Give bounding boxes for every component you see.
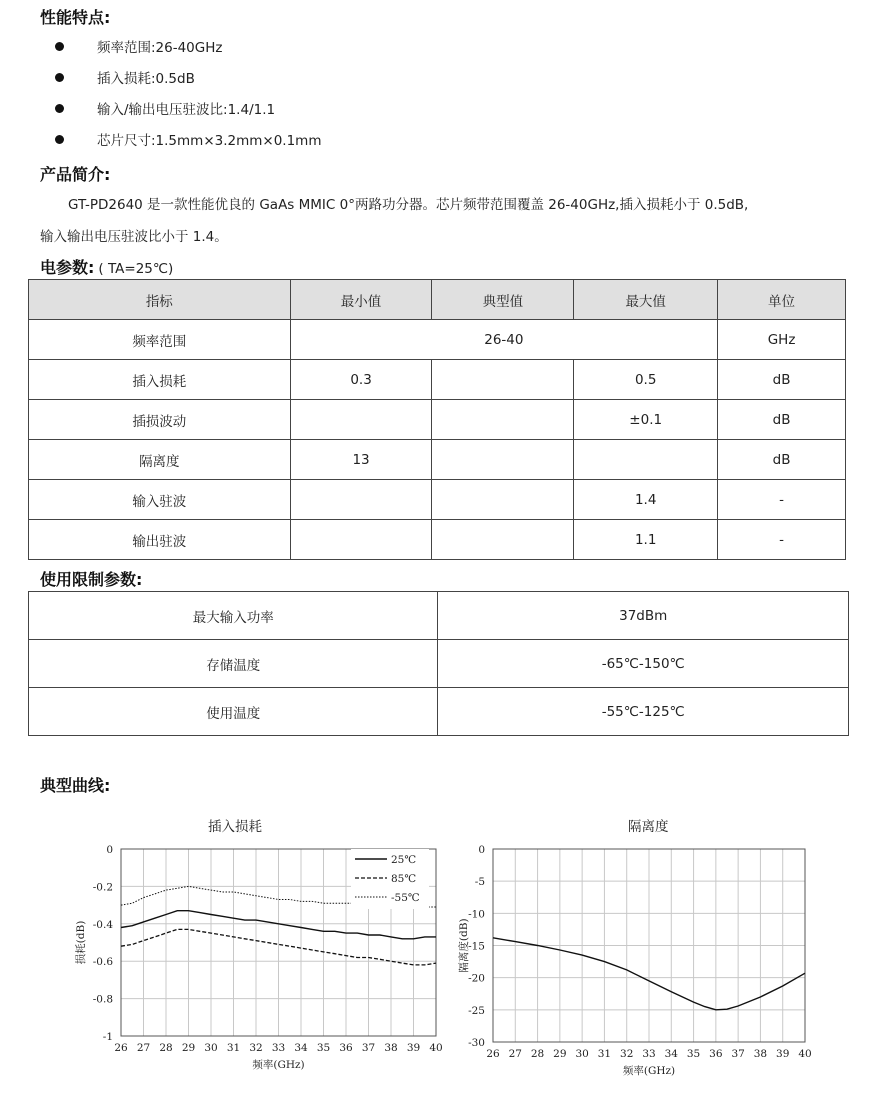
curves-title: 典型曲线: [40, 776, 111, 795]
limit-name: 存储温度 [29, 640, 438, 688]
x-tick-label: 40 [429, 1042, 443, 1054]
y-tick-label: -15 [468, 940, 485, 953]
param-name: 输入驻波 [29, 480, 291, 520]
x-tick-label: 38 [753, 1048, 768, 1060]
elec-condition: ( TA=25℃) [98, 261, 174, 277]
header-cell: 指标 [29, 280, 291, 320]
param-range: 26-40 [290, 320, 717, 360]
param-unit: dB [718, 360, 846, 400]
feature-item [55, 128, 321, 150]
param-typ [432, 400, 574, 440]
limits-title: 使用限制参数: [40, 570, 143, 589]
y-tick-label: -25 [468, 1004, 485, 1017]
table-row [29, 592, 849, 640]
y-tick-label: 0 [106, 844, 113, 856]
x-tick-label: 38 [384, 1042, 398, 1054]
limit-value: 37dBm [438, 592, 849, 640]
param-unit: dB [718, 400, 846, 440]
x-tick-label: 28 [530, 1048, 545, 1060]
x-tick-label: 33 [642, 1048, 656, 1060]
y-tick-label: 0 [478, 844, 485, 856]
y-tick-label: -10 [468, 908, 485, 921]
header-cell: 典型值 [432, 280, 574, 320]
elec-heading [40, 255, 173, 278]
param-max: 0.5 [574, 360, 718, 400]
table-row [29, 480, 846, 520]
x-tick-label: 36 [709, 1048, 723, 1060]
table-row [29, 520, 846, 560]
y-tick-label: -1 [102, 1031, 113, 1043]
table-header-row [29, 280, 846, 320]
x-tick-label: 31 [597, 1048, 612, 1060]
param-max: ±0.1 [574, 400, 718, 440]
param-name: 频率范围 [29, 320, 291, 360]
param-min [290, 520, 432, 560]
param-min [290, 400, 432, 440]
table-row [29, 360, 846, 400]
feature-text: 插入损耗:0.5dB [97, 71, 195, 87]
param-unit: dB [718, 440, 846, 480]
param-name: 隔离度 [29, 440, 291, 480]
x-tick-label: 36 [339, 1042, 353, 1054]
y-tick-label: -20 [468, 972, 485, 985]
y-tick-label: -0.6 [92, 956, 113, 969]
limit-value: -55℃-125℃ [438, 688, 849, 736]
param-typ [432, 480, 574, 520]
intro-line-2: 输入输出电压驻波比小于 1.4。 [40, 229, 228, 245]
param-typ [432, 520, 574, 560]
elec-title: 电参数: [40, 258, 95, 277]
header-cell: 最大值 [574, 280, 718, 320]
x-tick-label: 27 [508, 1048, 522, 1060]
x-tick-label: 29 [553, 1048, 567, 1060]
legend-label: -55℃ [391, 892, 420, 904]
feature-text: 频率范围:26-40GHz [97, 40, 223, 56]
x-tick-label: 40 [798, 1048, 812, 1060]
x-tick-label: 35 [316, 1042, 331, 1054]
y-tick-label: -0.4 [92, 918, 113, 931]
table-row [29, 320, 846, 360]
limits-table [28, 591, 849, 736]
x-tick-label: 31 [226, 1042, 241, 1054]
param-min: 13 [290, 440, 432, 480]
x-tick-label: 39 [406, 1042, 421, 1054]
param-min: 0.3 [290, 360, 432, 400]
table-row [29, 400, 846, 440]
x-axis-label: 频率(GHz) [622, 1065, 676, 1077]
feature-item [55, 97, 275, 119]
bullet-icon [55, 135, 64, 144]
feature-text: 芯片尺寸:1.5mm×3.2mm×0.1mm [97, 133, 322, 149]
limit-value: -65℃-150℃ [438, 640, 849, 688]
y-tick-label: -0.8 [92, 993, 113, 1006]
x-tick-label: 28 [159, 1042, 173, 1054]
bullet-icon [55, 73, 64, 82]
x-tick-label: 37 [361, 1042, 376, 1054]
y-axis-label: 隔离度(dB) [458, 918, 470, 973]
param-max: 1.1 [574, 520, 718, 560]
header-cell: 单位 [718, 280, 846, 320]
table-row [29, 688, 849, 736]
legend-label: 85℃ [391, 873, 417, 885]
feature-item [55, 35, 222, 57]
y-tick-label: -5 [474, 876, 485, 889]
insertion-loss-chart [70, 838, 455, 1083]
x-tick-label: 39 [776, 1048, 790, 1060]
x-tick-label: 34 [294, 1042, 308, 1054]
param-name: 插损波动 [29, 400, 291, 440]
param-name: 插入损耗 [29, 360, 291, 400]
x-tick-label: 32 [620, 1048, 634, 1060]
x-tick-label: 27 [136, 1042, 151, 1054]
intro-line-1: GT-PD2640 是一款性能优良的 GaAs MMIC 0°两路功分器。芯片频带范围覆盖 26-40GHz,插入损耗小于 0.5dB, [68, 197, 749, 213]
x-tick-label: 26 [114, 1042, 128, 1054]
param-unit: GHz [718, 320, 846, 360]
bullet-icon [55, 42, 64, 51]
features-title: 性能特点: [40, 8, 111, 27]
bullet-icon [55, 104, 64, 113]
param-max [574, 440, 718, 480]
x-tick-label: 34 [664, 1048, 678, 1060]
x-tick-label: 29 [181, 1042, 196, 1054]
param-typ [432, 360, 574, 400]
limit-name: 使用温度 [29, 688, 438, 736]
param-typ [432, 440, 574, 480]
legend-label: 25℃ [391, 854, 417, 866]
param-min [290, 480, 432, 520]
y-tick-label: -30 [468, 1037, 485, 1049]
param-unit: - [718, 520, 846, 560]
x-tick-label: 26 [486, 1048, 500, 1060]
isolation-chart [455, 838, 825, 1090]
table-row [29, 640, 849, 688]
chart-title-isolation: 隔离度 [628, 819, 669, 835]
x-tick-label: 32 [249, 1042, 263, 1054]
param-max: 1.4 [574, 480, 718, 520]
x-tick-label: 30 [575, 1048, 589, 1060]
header-cell: 最小值 [290, 280, 432, 320]
y-tick-label: -0.2 [92, 881, 113, 894]
param-name: 输出驻波 [29, 520, 291, 560]
x-tick-label: 33 [271, 1042, 286, 1054]
x-tick-label: 30 [204, 1042, 218, 1054]
x-tick-label: 37 [731, 1048, 745, 1060]
intro-title: 产品简介: [40, 165, 111, 184]
limit-name: 最大输入功率 [29, 592, 438, 640]
y-axis-label: 损耗(dB) [75, 920, 87, 965]
param-unit: - [718, 480, 846, 520]
table-row [29, 440, 846, 480]
elec-param-table [28, 279, 846, 560]
x-tick-label: 35 [686, 1048, 701, 1060]
feature-text: 输入/输出电压驻波比:1.4/1.1 [97, 102, 276, 118]
chart-title-insertion-loss: 插入损耗 [208, 819, 262, 835]
x-axis-label: 频率(GHz) [252, 1059, 305, 1071]
feature-item [55, 66, 195, 88]
